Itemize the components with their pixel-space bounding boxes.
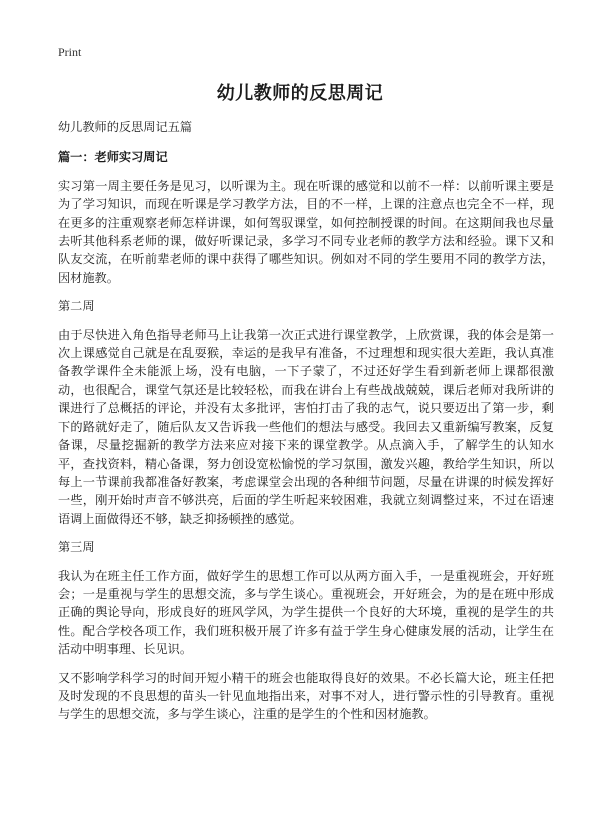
paragraph-week2: 由于尽快进入角色指导老师马上让我第一次正式进行课堂教学，上欣赏课，我的体会是第一次上课感觉自己就是在乱耍猴，幸运的是我早有准备，不过理想和现实很大差距，我认真准备教学课件全未能派上场，没有电脑，一下子蒙了，不过还好学生看到新老师上课都很激动，也很配合，课堂气氛还是比较轻松，而我在讲台上有些战战兢兢，课后老师对我所讲的课进行了总概括的评论，并没有太多批评，害怕打击了我的志气，说只要迈出了第一步，剩下的路就好走了，随后队友又告诉我一些他们的想法与感受。我回去又重新编写教案，反复备课，尽量挖掘新的教学方法来应对接下来的课堂教学。从点滴入手，了解学生的认知水平，查找资料，精心备课，努力创设宽松愉悦的学习氛围，激发兴趣，教给学生知识，所以每上一节课前我都准备好教案，考虑课堂会出现的各种细节问题，尽量在讲课的时候发挥好一些，刚开始时声音不够洪亮，后面的学生听起来较困难，我就立刻调整过来，不过在语速语调上面做得还不够，缺乏抑扬顿挫的感觉。 (58, 327, 554, 526)
week2-heading: 第二周 (58, 299, 95, 314)
paragraph-week3b: 又不影响学科学习的时间开短小精干的班会也能取得良好的效果。不必长篇大论，班主任把及时发现的不良思想的苗头一针见血地指出来，对事不对人，进行警示性的引导教育。重视与学生的思想交流，多与学生谈心，注重的是学生的个性和因材施教。 (58, 670, 554, 722)
section-heading: 篇一：老师实习周记 (58, 150, 168, 165)
paragraph-week1: 实习第一周主要任务是见习，以听课为主。现在听课的感觉和以前不一样：以前听课主要是为了学习知识，而现在听课是学习教学方法，目的不一样，上课的注意点也完全不一样，现在更多的注重观察老师怎样讲课，如何驾驭课堂，如何控制授课的时间。在这期间我也尽量去听其他科系老师的课，做好听课记录，多学习不同专业老师的教学方法和经验。课下又和队友交流，在听前辈老师的课中获得了哪些知识。例如对不同的学生要用不同的教学方法，因材施教。 (58, 178, 554, 285)
article-subtitle: 幼儿教师的反思周记五篇 (58, 120, 193, 134)
paragraph-week3: 我认为在班主任工作方面，做好学生的思想工作可以从两方面入手，一是重视班会，开好班会；一是重视与学生的思想交流，多与学生谈心。重视班会，开好班会，为的是在班中形成正确的舆论导向，形成良好的班风学风，为学生提供一个良好的大环境，重视的是学生的共性。配合学校各项工作，我们班积极开展了许多有益于学生身心健康发展的活动，让学生在活动中明事理、长见识。 (58, 568, 554, 657)
print-link[interactable]: Print (58, 45, 82, 59)
week3-heading: 第三周 (58, 540, 95, 555)
article-body (58, 118, 554, 734)
page-title: 幼儿教师的反思周记 (216, 83, 384, 104)
